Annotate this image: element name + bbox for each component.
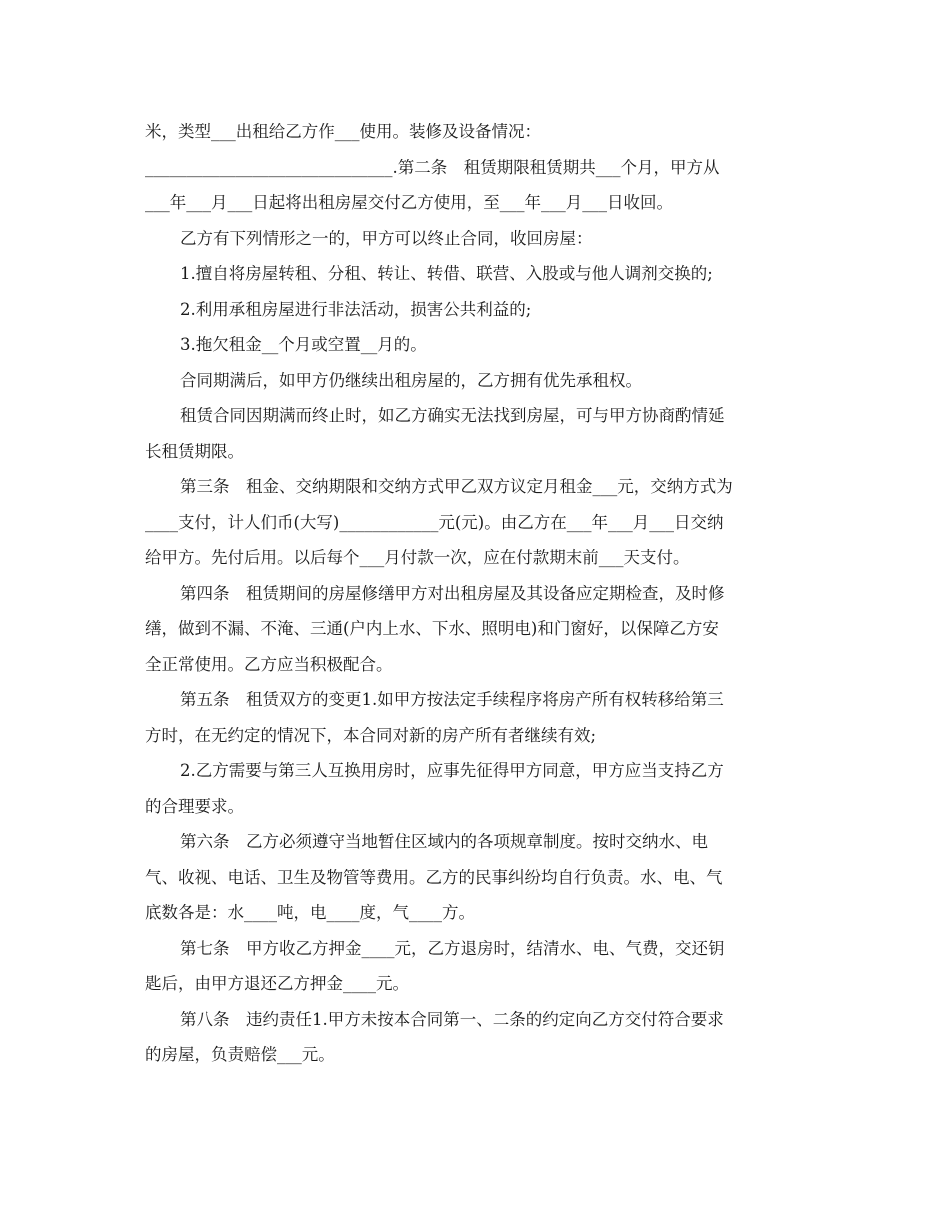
text-line: 第七条 甲方收乙方押金____元，乙方退房时，结清水、电、气费，交还钥: [180, 938, 725, 958]
text-line: 气、收视、电话、卫生及物管等费用。乙方的民事纠纷均自行负责。水、电、气: [145, 867, 723, 887]
text-line: 第六条 乙方必须遵守当地暂住区域内的各项规章制度。按时交纳水、电: [180, 832, 708, 851]
text-line: 2.乙方需要与第三人互换用房时，应事先征得甲方同意，甲方应当支持乙方: [180, 761, 724, 780]
text-line: 第三条 租金、交纳期限和交纳方式甲乙双方议定月租金___元，交纳方式为: [180, 477, 733, 496]
text-line: 全正常使用。乙方应当积极配合。: [145, 654, 393, 674]
document-page: [145, 114, 805, 1073]
text-line: 方时，在无约定的情况下，本合同对新的房产所有者继续有效;: [145, 725, 597, 745]
text-line: 第五条 租赁双方的变更1.如甲方按法定手续程序将房产所有权转移给第三: [180, 690, 724, 709]
text-line: 3.拖欠租金__个月或空置__月的。: [180, 335, 427, 354]
text-line: 的合理要求。: [145, 796, 244, 816]
text-line: ____支付，计人们币(大写)____________元(元)。由乙方在___年___月___日交纳: [145, 512, 724, 532]
text-line: ______________________________.第二条 租赁期限租赁期共___个月，甲方从: [145, 157, 720, 177]
text-line: 租赁合同因期满而终止时，如乙方确实无法找到房屋，可与甲方协商酌情延: [180, 406, 725, 425]
text-line: 底数各是：水____吨，电____度，气____方。: [145, 903, 475, 922]
text-line: 合同期满后，如甲方仍继续出租房屋的，乙方拥有优先承租权。: [180, 370, 642, 390]
text-line: 给甲方。先付后用。以后每个___月付款一次，应在付款期末前___天支付。: [145, 548, 690, 567]
text-line: 米，类型___出租给乙方作___使用。装修及设备情况：: [145, 122, 541, 141]
text-line: 2.利用承租房屋进行非法活动，损害公共利益的;: [180, 299, 532, 319]
text-line: 长租赁期限。: [145, 441, 244, 461]
text-line: 乙方有下列情形之一的，甲方可以终止合同，收回房屋：: [180, 228, 593, 248]
text-line: 第八条 违约责任1.甲方未按本合同第一、二条的约定向乙方交付符合要求: [180, 1009, 724, 1029]
text-line: 匙后，由甲方退还乙方押金____元。: [145, 974, 409, 993]
text-line: 缮，做到不漏、不淹、三通(户内上水、下水、照明电)和门窗好，以保障乙方安: [145, 619, 719, 638]
text-line: 第四条 租赁期间的房屋修缮甲方对出租房屋及其设备应定期检查，及时修: [180, 583, 725, 603]
text-line: ___年___月___日起将出租房屋交付乙方使用，至___年___月___日收回。: [145, 193, 673, 212]
text-line: 的房屋，负责赔偿___元。: [145, 1045, 335, 1064]
text-line: 1.擅自将房屋转租、分租、转让、转借、联营、入股或与他人调剂交换的;: [180, 264, 713, 283]
